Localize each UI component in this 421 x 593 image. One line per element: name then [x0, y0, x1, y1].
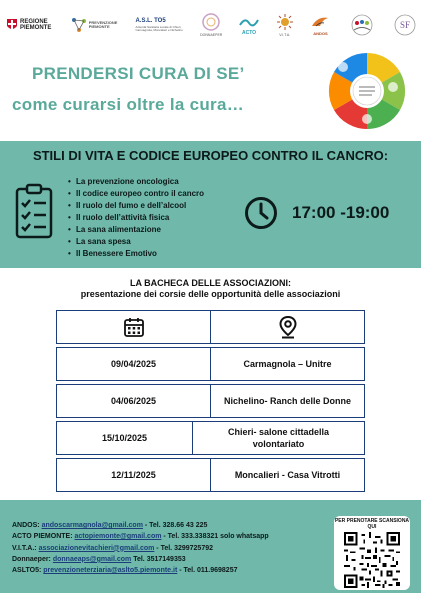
- event-time: 17:00 -19:00: [292, 203, 390, 222]
- contact-line: [12, 543, 269, 554]
- contact-email-link[interactable]: andoscarmagnola@gmail.com: [41, 522, 143, 529]
- topic-item: • La prevenzione oncologica: [68, 176, 204, 188]
- page-title-line-1: PRENDERSI CURA DI SE’: [32, 64, 245, 83]
- date-header-cell: [57, 311, 210, 343]
- regione-piemonte-crest-icon: [6, 18, 18, 32]
- prevenzione-network-icon: [71, 17, 87, 33]
- place-cell: Carmagnola – Unitre: [210, 348, 364, 380]
- contact-phone: - Tel. 328.66 43 225: [142, 522, 208, 529]
- board-title: LA BACHECA DELLE ASSOCIAZIONI:: [130, 278, 291, 288]
- contact-email-link[interactable]: actopiemonte@gmail.com: [74, 533, 162, 541]
- logo-text: A.S.L. TO5: [135, 17, 166, 24]
- contact-email-link[interactable]: associazionevitachieri@gmail.com: [38, 544, 155, 552]
- topic-item: • Il codice europeo contro il cancro: [68, 188, 204, 200]
- qr-label: PER PRENOTARE SCANSIONA QUI: [334, 518, 410, 530]
- contact-org: ANDOS:: [12, 522, 40, 529]
- table-row: [56, 384, 365, 418]
- schedule-table: [56, 310, 365, 495]
- lifestyle-wheel-icon: [321, 48, 413, 134]
- contacts-list: [12, 520, 269, 576]
- lilt-people-icon: [347, 14, 377, 36]
- logo-subtext: Azienda Sanitaria Locale di Chieri, Carmagnola, Moncalieri e Nichelino: [135, 24, 183, 32]
- calendar-icon: [123, 316, 145, 338]
- date-cell: 09/04/2025: [110, 359, 157, 369]
- contact-email-link[interactable]: donnaeaps@gmail.com: [52, 555, 132, 563]
- contact-org: V.I.T.A.:: [12, 544, 37, 552]
- logo-lilt: [347, 14, 377, 36]
- table-header-row: [56, 310, 365, 344]
- topics-list: [68, 176, 204, 260]
- logo-donnaeper: [200, 13, 222, 37]
- contact-org: Donnaeper:: [12, 555, 51, 563]
- logo-text: REGIONE PIEMONTE: [20, 19, 52, 31]
- topics-band: [0, 141, 421, 268]
- table-row: [56, 347, 365, 381]
- board-subtitle: presentazione dei corsie delle opportunità delle associazioni: [80, 289, 341, 299]
- logo-vita: [276, 13, 294, 37]
- topic-item: • La sana alimentazione: [68, 224, 204, 236]
- topic-item: • Il Benessere Emotivo: [68, 248, 204, 260]
- table-row: [56, 421, 365, 455]
- date-cell: 12/11/2025: [111, 470, 156, 480]
- donnaeper-circle-icon: [200, 13, 222, 31]
- topic-item: • Il ruolo del fumo e dell’alcool: [68, 200, 204, 212]
- logo-text: ANDOS: [313, 31, 328, 36]
- table-row: [56, 458, 365, 492]
- contacts-footer: [0, 500, 421, 593]
- contact-phone: - Tel. 333.338321 solo whatsapp: [161, 533, 269, 541]
- contact-org: ACTO PIEMONTE:: [12, 533, 73, 541]
- logo-andos: [310, 14, 330, 36]
- contact-line: [12, 565, 269, 576]
- logo-sf: [394, 14, 416, 36]
- contact-line: [12, 531, 269, 542]
- logo-prevenzione: [71, 17, 119, 33]
- contact-phone: - Tel. 011.9698257: [177, 567, 238, 575]
- checklist-icon: [14, 183, 54, 239]
- andos-bird-icon: [310, 14, 330, 30]
- acto-wave-icon: [239, 15, 259, 29]
- logo-text: V.I.T.A.: [279, 33, 291, 37]
- contact-email-link[interactable]: prevenzioneterziaria@aslto5.piemonte.it: [43, 567, 178, 575]
- date-cell: 04/06/2025: [110, 396, 157, 406]
- logo-asl-to5: [135, 18, 183, 33]
- contact-line: [12, 520, 269, 531]
- logo-bar: [6, 8, 416, 42]
- logo-acto: [239, 15, 259, 36]
- contact-phone: Tel. 3517149353: [131, 555, 186, 563]
- logo-regione-piemonte: [6, 18, 54, 32]
- contact-line: [12, 554, 269, 565]
- svg-text:SF: SF: [399, 20, 410, 30]
- hero-section: [0, 44, 421, 140]
- band-heading: STILI DI VITA E CODICE EUROPEO CONTRO IL CANCRO:: [32, 148, 389, 163]
- sf-ring-icon: [394, 14, 416, 36]
- qr-code-icon[interactable]: [344, 532, 400, 588]
- topic-item: • Il ruolo dell’attività fisica: [68, 212, 204, 224]
- contact-org: ASLTO5:: [12, 567, 42, 575]
- qr-card[interactable]: [334, 516, 410, 590]
- date-cell: 15/10/2025: [101, 433, 148, 443]
- place-header-cell: [210, 311, 364, 343]
- logo-text: DONNAEPER: [200, 33, 223, 37]
- topic-item: • La sana spesa: [68, 236, 204, 248]
- place-cell: Chieri- salone cittadella volontariato: [192, 422, 364, 454]
- clock-icon: [244, 196, 278, 230]
- page-title-line-2: come curarsi oltre la cura…: [12, 95, 245, 114]
- location-pin-icon: [278, 315, 298, 339]
- logo-text: PREVENZIONE PIEMONTE: [88, 20, 118, 29]
- logo-text: ACTO: [242, 29, 257, 36]
- contact-phone: - Tel. 3299725792: [154, 544, 213, 552]
- place-cell: Nichelino- Ranch delle Donne: [210, 385, 364, 417]
- vita-sun-icon: [276, 13, 294, 31]
- place-cell: Moncalieri - Casa Vitrotti: [210, 459, 364, 491]
